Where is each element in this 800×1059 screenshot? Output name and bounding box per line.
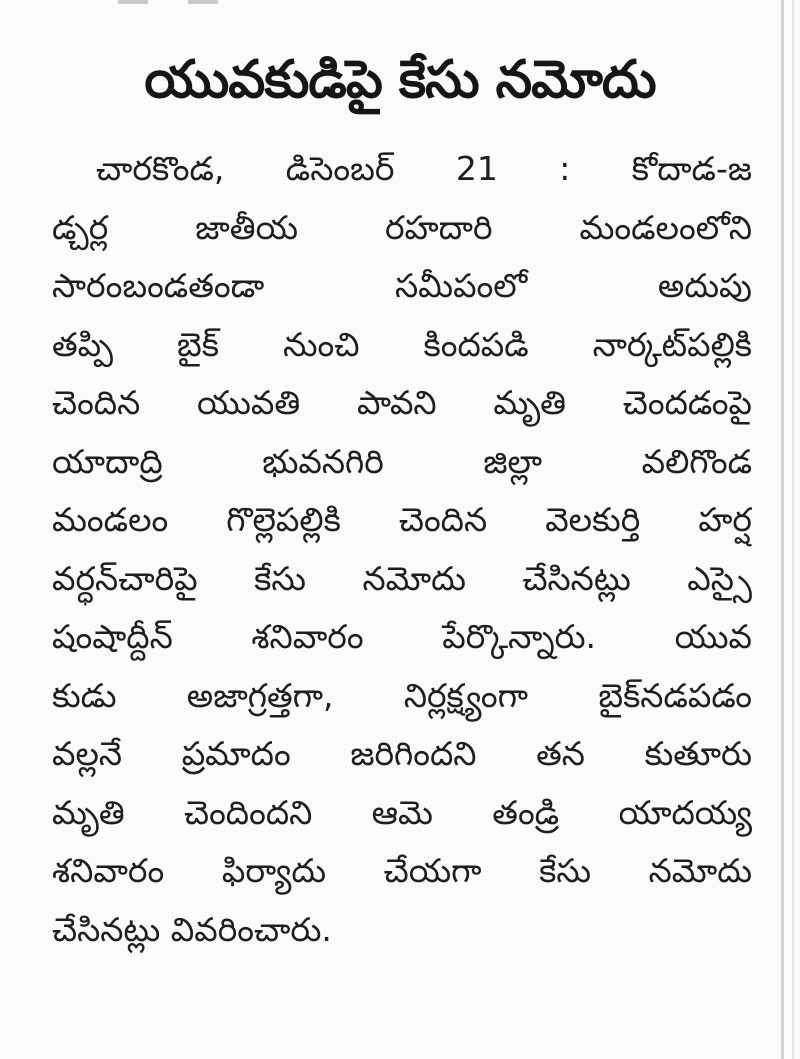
- article-line: చెందిన యువతి పావని మృతి చెందడంపై: [52, 383, 752, 422]
- cropped-previous-text: [118, 0, 238, 6]
- article-line: మృతి చెందిందని ఆమె తండ్రి యాదయ్య: [52, 792, 752, 832]
- article-line: వర్ధన్‌చారిపై కేసు నమోదు చేసినట్లు ఎస్సై: [52, 558, 752, 598]
- article-line: మండలం గొల్లెపల్లికి చెందిన వెలకుర్తి హర్ష: [52, 500, 752, 539]
- article-line: తప్పి బైక్ నుంచి కిందపడి నార్కట్‌పల్లికి: [52, 324, 752, 364]
- article-line: వల్లనే ప్రమాదం జరిగిందని తన కుతూరు: [52, 734, 752, 773]
- article-line: సారంబండతండా సమీపంలో అదుపు: [52, 266, 752, 305]
- column-divider: [781, 0, 784, 1059]
- cropped-mark: [118, 0, 148, 4]
- article-line: యాదాద్రి భువనగిరి జిల్లా వలిగొండ: [52, 441, 752, 481]
- article-headline: యువకుడిపై కేసు నమోదు: [144, 50, 656, 110]
- article-body: [52, 140, 752, 959]
- article-line: కుడు అజాగ్రత్తగా, నిర్లక్ష్యంగా బైక్‌నడపడం: [52, 675, 752, 715]
- article-line: షంషాద్దీన్ శనివారం పేర్కొన్నారు. యువ: [52, 617, 752, 656]
- article-line: డ్చర్ల జాతీయ రహదారి మండలంలోని: [52, 207, 752, 247]
- column-divider-edge: [792, 0, 794, 1059]
- article-line: శనివారం ఫిర్యాదు చేయగా కేసు నమోదు: [52, 851, 752, 890]
- article-line: చారకొండ, డిసెంబర్ 21 : కోదాడ-జ: [96, 149, 752, 188]
- cropped-mark: [188, 0, 218, 4]
- article-line: చేసినట్లు వివరించారు.: [52, 909, 332, 949]
